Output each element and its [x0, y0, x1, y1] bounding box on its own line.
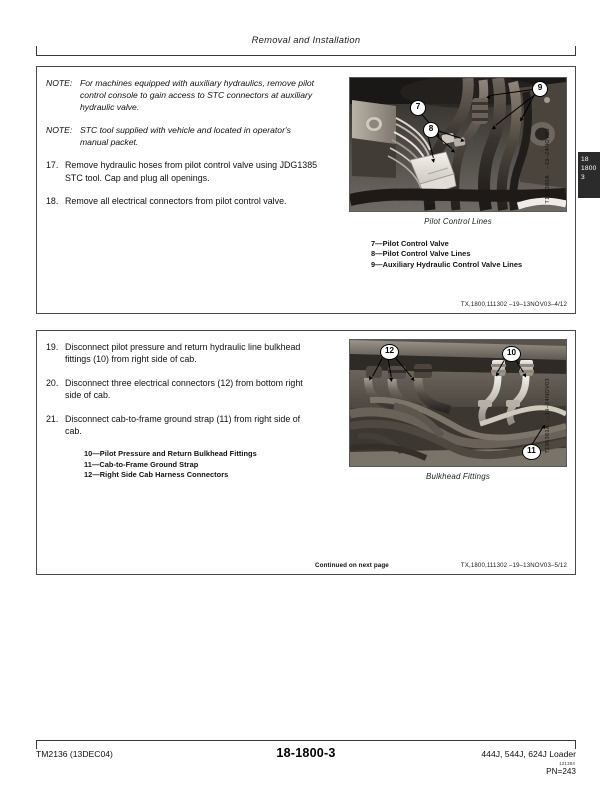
step-item: [46, 413, 318, 438]
section-tab-line3: 3: [581, 173, 585, 181]
legend-item: 11—Cab-to-Frame Ground Strap: [84, 459, 199, 469]
step-item: [46, 195, 318, 207]
callout-10: 10: [502, 346, 521, 362]
figure-1-photo-id: [545, 128, 555, 203]
step-body: Disconnect pilot pressure and return hydraulic line bulkhead fittings (10) from right side of cab.: [65, 342, 301, 365]
figure-caption: Pilot Control Lines: [424, 217, 492, 226]
footer-revision-code: 121304: [559, 761, 575, 766]
figure-2-photo-id-code: T195381A: [545, 424, 551, 454]
step-number: 18.: [46, 196, 59, 207]
photo-artwork-pilot-control-lines: [350, 78, 566, 211]
legend-item: 10—Pilot Pressure and Return Bulkhead Fittings: [84, 449, 257, 459]
figure-1-photo-id-date: –19–24NOV03: [545, 128, 551, 169]
step-number: 21.: [46, 413, 59, 424]
step-item: [46, 159, 318, 184]
note-body: STC tool supplied with vehicle and located in operator's manual packet.: [80, 125, 291, 148]
step-body: Remove all electrical connectors from pilot control valve.: [65, 196, 287, 207]
section-tab: [578, 152, 600, 198]
legend-item: 9—Auxiliary Hydraulic Control Valve Lines: [371, 259, 523, 269]
header-rule-right: [575, 46, 576, 55]
step-number: 17.: [46, 160, 59, 171]
legend-item: 8—Pilot Control Valve Lines: [371, 249, 471, 259]
callout-11: 11: [522, 444, 541, 460]
block-2-legend: [46, 449, 318, 480]
figure-legend: [349, 239, 567, 270]
legend-item: 12—Right Side Cab Harness Connectors: [84, 470, 229, 480]
legend-item: 7—Pilot Control Valve: [371, 239, 449, 248]
footer-manual-number: TM2136 (13DEC04): [36, 749, 113, 759]
callout-9: 9: [532, 81, 548, 97]
figure-1-photo-id-code: T195380A: [545, 174, 551, 204]
figure-bulkhead-fittings: [349, 339, 567, 481]
section-tab-line1: 18: [581, 156, 589, 163]
block-1-text-column: [46, 77, 318, 219]
footer-model-list: 444J, 544J, 624J Loader: [481, 749, 576, 759]
figure-pilot-control-lines: [349, 77, 567, 270]
step-item: [46, 341, 318, 366]
section-tab-line2: 1800: [581, 164, 597, 172]
footer-page-number: 18-1800-3: [276, 746, 336, 760]
note-tag: NOTE:: [46, 125, 73, 136]
procedure-block-1: [36, 66, 576, 314]
note-body: For machines equipped with auxiliary hydraulics, remove pilot control console to gain access to STC connectors at auxiliary hydraulic valve.: [80, 78, 315, 113]
callout-8: 8: [423, 122, 439, 138]
step-number: 20.: [46, 377, 59, 388]
note-tag: NOTE:: [46, 78, 73, 88]
header-title: Removal and Installation: [251, 34, 361, 45]
procedure-block-2: [36, 330, 576, 575]
page-header: [36, 30, 576, 56]
step-body: Disconnect cab-to-frame ground strap (11) from right side of cab.: [65, 413, 301, 437]
callout-12: 12: [380, 344, 399, 360]
step-number: 19.: [46, 342, 59, 352]
callout-9-arrow-a: [486, 95, 491, 100]
callout-12-arrow-b: [389, 378, 394, 383]
callout-7: 7: [410, 100, 426, 116]
header-rule-left: [36, 46, 37, 55]
figure-photo: [349, 339, 567, 467]
block-2-reference: TX,1800,111302 –19–13NOV03–5/12: [460, 562, 567, 569]
continued-on-next-page: Continued on next page: [315, 562, 389, 569]
note-item: [46, 77, 318, 113]
step-body: Disconnect three electrical connectors (12) from bottom right side of cab.: [65, 377, 303, 401]
figure-2-photo-id-date: –19–24NOV03: [545, 378, 551, 419]
page-footer: [36, 740, 576, 780]
step-body: Remove hydraulic hoses from pilot control valve using JDG1385 STC tool. Cap and plug all openings.: [65, 160, 318, 183]
figure-2-photo-id: [545, 378, 555, 453]
block-1-reference: TX,1800,111302 –19–13NOV03–4/12: [460, 301, 567, 308]
footer-pn: PN=243: [546, 767, 576, 776]
block-2-text-column: [46, 341, 318, 481]
step-item: [46, 377, 318, 402]
note-item: [46, 124, 318, 148]
figure-caption: Bulkhead Fittings: [426, 472, 490, 481]
figure-photo: [349, 77, 567, 212]
